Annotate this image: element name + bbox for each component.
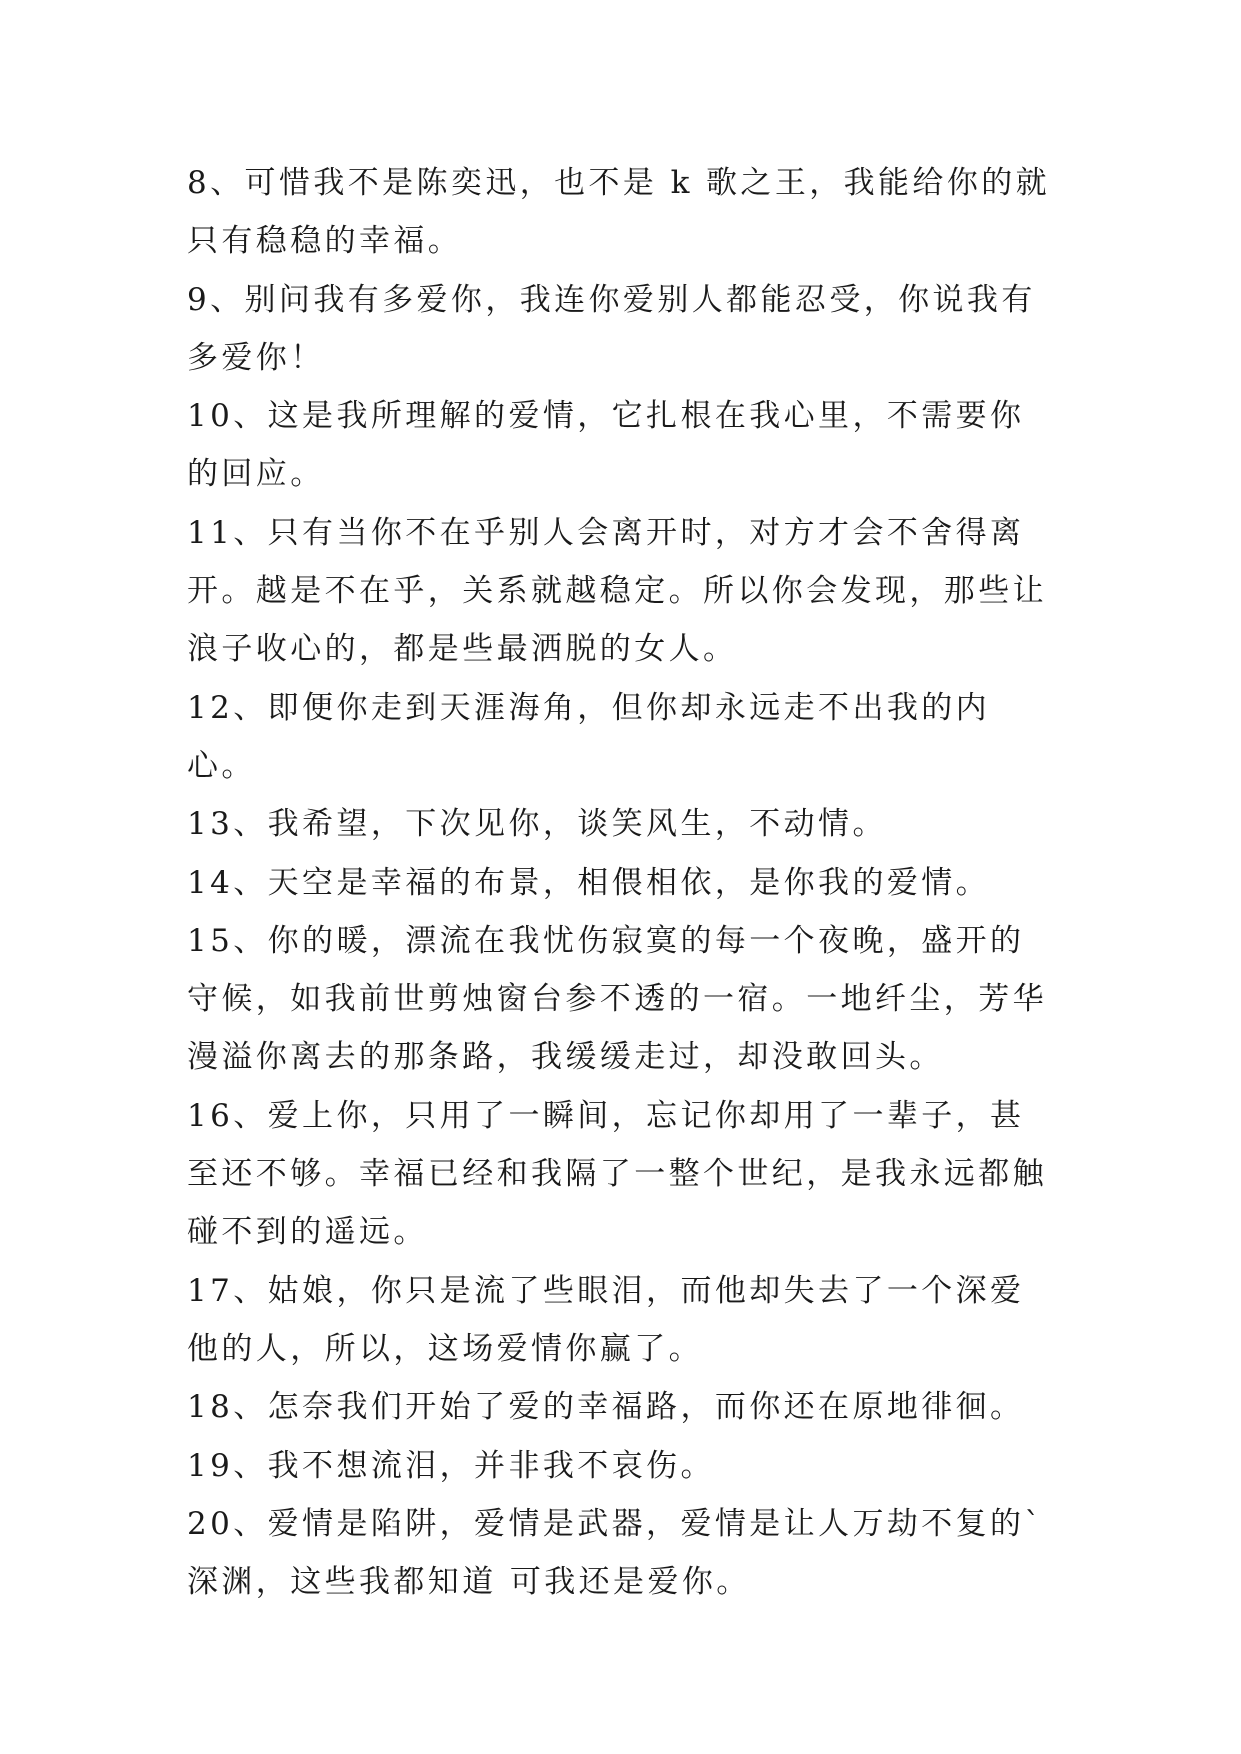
list-item-12: 12、即便你走到天涯海角，但你却永远走不出我的内心。 [187, 689, 991, 784]
list-item-8: 8、可惜我不是陈奕迅，也不是 k 歌之王，我能给你的就只有稳稳的幸福。 [187, 165, 1051, 260]
list-item-20: 20、爱情是陷阱，爱情是武器，爱情是让人万劫不复的`深渊，这些我都知道 可我还是爱你。 [187, 1505, 1044, 1601]
list-item-15: 15、你的暖，漂流在我忧伤寂寞的每一个夜晚，盛开的守候，如我前世剪烛窗台参不透的一宿。一地纤尘，芳华漫溢你离去的那条路，我缓缓走过，却没敢回头。 [187, 922, 1047, 1076]
list-item-14: 14、天空是幸福的布景，相偎相依，是你我的爱情。 [187, 864, 991, 901]
list-item-11: 11、只有当你不在乎别人会离开时，对方才会不舍得离开。越是不在乎，关系就越稳定。所以你会发现，那些让浪子收心的，都是些最洒脱的女人。 [187, 514, 1047, 668]
list-item-18: 18、怎奈我们开始了爱的幸福路，而你还在原地徘徊。 [187, 1389, 1025, 1426]
list-item-17: 17、姑娘，你只是流了些眼泪，而他却失去了一个深爱他的人，所以，这场爱情你赢了。 [187, 1272, 1025, 1367]
list-item-9: 9、别问我有多爱你，我连你爱别人都能忍受，你说我有多爱你！ [187, 281, 1036, 376]
list-item-19: 19、我不想流泪，并非我不哀伤。 [187, 1447, 715, 1484]
list-item-13: 13、我希望，下次见你，谈笑风生，不动情。 [187, 806, 887, 843]
list-item-10: 10、这是我所理解的爱情，它扎根在我心里，不需要你的回应。 [187, 398, 1025, 493]
document-body [187, 154, 1057, 1611]
list-item-16: 16、爱上你，只用了一瞬间，忘记你却用了一辈子，甚至还不够。幸福已经和我隔了一整个世纪，是我永远都触碰不到的遥远。 [187, 1097, 1047, 1251]
